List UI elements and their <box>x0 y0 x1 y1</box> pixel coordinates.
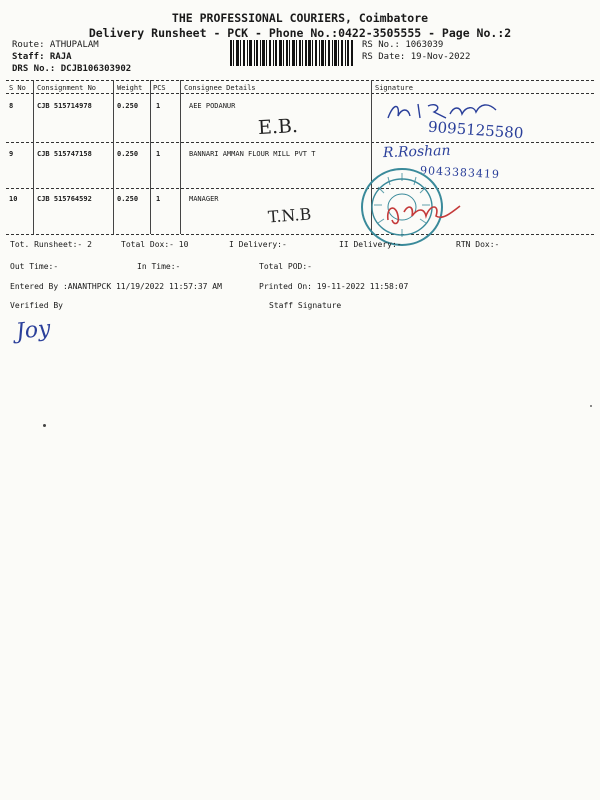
column-header-pcs: PCS <box>153 84 166 92</box>
row-sno: 8 <box>9 102 14 110</box>
in-time: In Time:- <box>137 262 181 271</box>
handwritten-signature-r: R.Roshan <box>382 142 451 162</box>
row-pcs: 1 <box>156 102 161 110</box>
column-separator <box>33 80 34 234</box>
drs-number: DRS No.: DCJB106303902 <box>12 64 132 74</box>
row-divider <box>6 188 594 189</box>
column-header-sno: S No <box>9 84 26 92</box>
company-title: THE PROFESSIONAL COURIERS, Coimbatore <box>171 11 429 25</box>
row-weight: 0.250 <box>117 195 139 203</box>
rs-date: RS Date: 19-Nov-2022 <box>362 52 471 62</box>
row-consignee: AEE PODANUR <box>189 102 236 110</box>
row-consignment-no: CJB 515747158 <box>37 150 92 158</box>
staff-label: Staff: RAJA <box>12 52 72 62</box>
total-runsheet: Tot. Runsheet:- 2 <box>10 240 92 249</box>
row-sno: 9 <box>9 150 14 158</box>
scan-speck <box>43 424 46 427</box>
column-separator <box>113 80 114 234</box>
handwritten-phone: 9043383419 <box>419 163 501 182</box>
verified-by-label: Verified By <box>10 301 63 310</box>
handwritten-phone: 9095125580 <box>427 117 524 143</box>
rs-number: RS No.: 1063039 <box>362 40 444 50</box>
row-divider <box>6 142 594 143</box>
handwritten-note-eb: E.B. <box>257 114 299 140</box>
table-top-rule <box>6 80 594 81</box>
column-separator <box>150 80 151 234</box>
column-header-signature: Signature <box>375 84 413 92</box>
route-label: Route: ATHUPALAM <box>12 40 99 50</box>
row-pcs: 1 <box>156 150 161 158</box>
rtn-dox: RTN Dox:- <box>456 240 500 249</box>
row-sno: 10 <box>9 195 18 203</box>
table-header-rule <box>6 93 594 94</box>
row-consignee: BANNARI AMMAN FLOUR MILL PVT T <box>189 150 316 158</box>
row-consignee: MANAGER <box>189 195 219 203</box>
row-weight: 0.250 <box>117 102 139 110</box>
ii-delivery: II Delivery:- <box>339 240 402 249</box>
scan-speck <box>590 405 592 407</box>
table-bottom-rule <box>6 234 594 235</box>
out-time: Out Time:- <box>10 262 59 271</box>
row-consignment-no: CJB 515714978 <box>37 102 92 110</box>
barcode-image <box>230 40 354 66</box>
column-header-consignee: Consignee Details <box>184 84 256 92</box>
total-pod: Total POD:- <box>259 262 312 271</box>
total-dox: Total Dox:- 10 <box>121 240 189 249</box>
handwritten-note-tnb: T.N.B <box>267 204 312 227</box>
red-ink-signature <box>384 198 466 232</box>
runsheet-subtitle: Delivery Runsheet - PCK - Phone No.:0422-3505555 - Page No.:2 <box>88 26 512 40</box>
printed-on: Printed On: 19-11-2022 11:58:07 <box>259 282 409 291</box>
verified-by-signature: Joy <box>14 316 52 345</box>
row-consignment-no: CJB 515764592 <box>37 195 92 203</box>
row-weight: 0.250 <box>117 150 139 158</box>
i-delivery: I Delivery:- <box>229 240 287 249</box>
entered-by: Entered By :ANANTHPCK 11/19/2022 11:57:37 AM <box>10 282 222 291</box>
staff-signature-label: Staff Signature <box>269 301 342 310</box>
row-pcs: 1 <box>156 195 161 203</box>
column-header-consignment: Consignment No <box>37 84 97 92</box>
column-separator <box>180 80 181 234</box>
column-header-weight: Weight <box>117 84 143 92</box>
